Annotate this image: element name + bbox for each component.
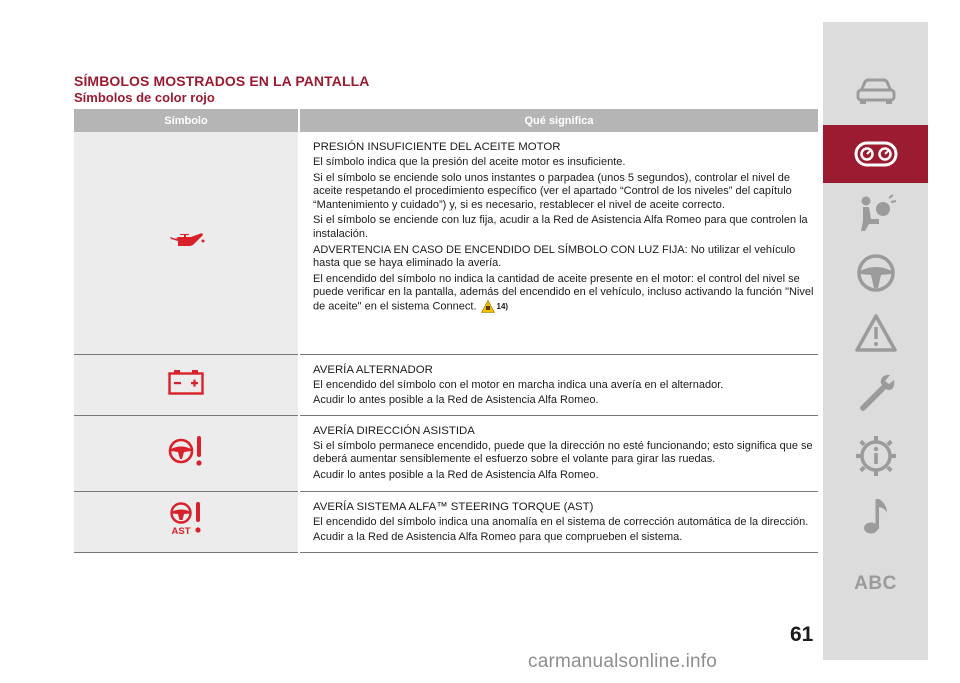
- warning-triangle-icon: [854, 313, 898, 353]
- symbol-cell: [74, 132, 299, 354]
- row-paragraph: [313, 273, 816, 314]
- index-icon: ABC: [854, 573, 897, 594]
- ast-label: AST: [171, 526, 191, 538]
- dashboard-icon: [854, 140, 898, 168]
- row-title: AVERÍA DIRECCIÓN ASISTIDA: [313, 424, 475, 437]
- sidebar-item-emergency[interactable]: [823, 304, 928, 362]
- row-paragraph: Acudir lo antes posible a la Red de Asistencia Alfa Romeo.: [313, 394, 599, 407]
- music-note-icon: [861, 496, 891, 536]
- table-row: [74, 491, 818, 552]
- reference-number: 14): [496, 301, 509, 311]
- car-icon: [855, 76, 897, 106]
- row-title: AVERÍA ALTERNADOR: [313, 363, 433, 376]
- steering-fault-icon: [168, 455, 204, 472]
- sidebar-item-technical-data[interactable]: [823, 427, 928, 485]
- row-title: AVERÍA SISTEMA ALFA™ STEERING TORQUE (AST): [313, 500, 594, 513]
- steering-wheel-icon: [856, 253, 896, 293]
- sidebar-item-car[interactable]: [823, 62, 928, 120]
- description-cell: [299, 354, 818, 415]
- row-paragraph: El símbolo indica que la presión del aceite motor es insuficiente.: [313, 156, 626, 168]
- sidebar-item-steering[interactable]: [823, 244, 928, 302]
- sidebar-item-airbag[interactable]: [823, 184, 928, 242]
- page-number: 61: [790, 623, 814, 646]
- symbol-cell: [74, 415, 299, 491]
- symbol-cell: [74, 491, 299, 552]
- description-cell: [299, 491, 818, 552]
- row-paragraph: Acudir a la Red de Asistencia Alfa Romeo para que comprueben el sistema.: [313, 531, 683, 544]
- row-paragraph: Acudir lo antes posible a la Red de Asistencia Alfa Romeo.: [313, 468, 599, 481]
- description-cell: [299, 415, 818, 491]
- oil-pressure-icon: [167, 236, 205, 253]
- row-title: PRESIÓN INSUFICIENTE DEL ACEITE MOTOR: [313, 141, 561, 153]
- airbag-icon: [855, 193, 897, 233]
- symbol-cell: [74, 354, 299, 415]
- column-header-symbol: Símbolo: [74, 109, 299, 132]
- row-paragraph: Si el símbolo se enciende con luz fija, acudir a la Red de Asistencia Alfa Romeo para que controlen la instalación.: [313, 214, 808, 240]
- wrench-icon: [856, 372, 896, 414]
- row-paragraph: El encendido del símbolo con el motor en marcha indica una avería en el alternador.: [313, 378, 724, 391]
- battery-icon: [168, 382, 204, 399]
- page-subheading: Símbolos de color rojo: [74, 90, 215, 105]
- ast-steering-icon: [166, 524, 206, 541]
- row-paragraph-text: El encendido del símbolo no indica la cantidad de aceite presente en el motor: el control del nivel se puede verificar en la pantalla, además del encendido en el vehículo, incluso activando la función "Nivel de aceite" en el sistema Connect.: [313, 272, 814, 313]
- column-header-meaning: Qué significa: [299, 109, 818, 132]
- table-row: [74, 354, 818, 415]
- row-paragraph: Si el símbolo permanece encendido, puede que la dirección no esté funcionando; esto significa que se deberá aumentar sensiblemente el esfuerzo sobre el volante para girar las ruedas.: [313, 439, 813, 466]
- page-heading: SÍMBOLOS MOSTRADOS EN LA PANTALLA: [74, 73, 370, 89]
- row-paragraph: El encendido del símbolo indica una anomalía en el sistema de corrección automática de la dirección.: [313, 515, 809, 528]
- sidebar-item-maintenance[interactable]: [823, 364, 928, 422]
- symbols-table: [74, 109, 818, 553]
- table-header-row: [74, 109, 818, 132]
- warning-reference: [481, 300, 509, 314]
- warning-hand-icon: [481, 300, 495, 313]
- watermark: carmanualsonline.info: [528, 651, 718, 672]
- table-row: [74, 132, 818, 354]
- sidebar-item-multimedia[interactable]: [823, 487, 928, 545]
- sidebar-item-index[interactable]: [823, 555, 928, 613]
- sidebar-item-dashboard[interactable]: [823, 125, 928, 183]
- row-paragraph: ADVERTENCIA EN CASO DE ENCENDIDO DEL SÍMBOLO CON LUZ FIJA: No utilizar el vehículo hasta que se haya eliminado la avería.: [313, 243, 796, 270]
- chapter-sidebar: [823, 22, 928, 660]
- technical-data-icon: [855, 435, 897, 477]
- table-row: [74, 415, 818, 491]
- description-cell: [299, 132, 818, 354]
- row-paragraph: Si el símbolo se enciende solo unos instantes o parpadea (unos 5 segundos), controlar el nivel de aceite respetando el procedimiento específico (ver el apartado “Control de los niveles” del capítulo “Mantenimiento y cuidado”) y, si es necesario, restablecer el nivel de aceite correcto.: [313, 171, 792, 211]
